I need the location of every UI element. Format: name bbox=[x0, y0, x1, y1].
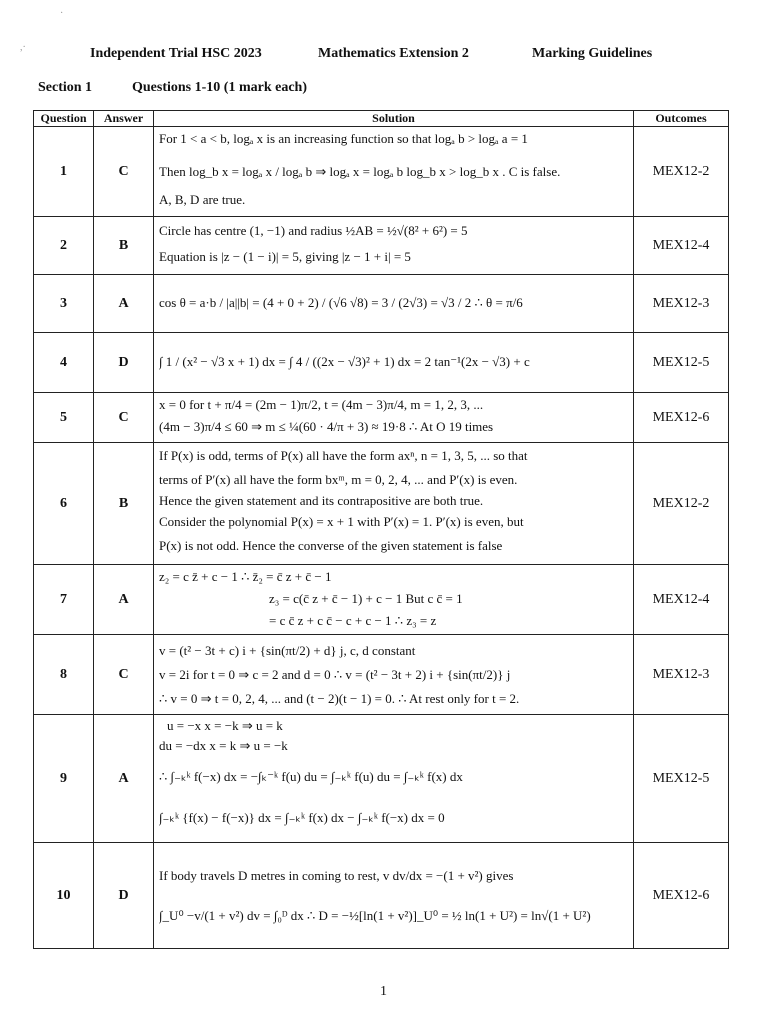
outcome: MEX12-4 bbox=[634, 217, 729, 275]
answer: A bbox=[94, 565, 154, 635]
outcome: MEX12-6 bbox=[634, 843, 729, 949]
table-row bbox=[34, 275, 729, 333]
solution bbox=[154, 635, 634, 715]
solution-line: Circle has centre (1, −1) and radius ½AB = ½√(8² + 6²) = 5 bbox=[159, 223, 468, 238]
outcome: MEX12-2 bbox=[634, 443, 729, 565]
question-number: 9 bbox=[34, 715, 94, 843]
answer: C bbox=[94, 393, 154, 443]
solution bbox=[154, 715, 634, 843]
column-header: Question bbox=[34, 111, 94, 127]
solution-line: z₂ = c z̄ + c − 1 ∴ z̄₂ = c̄ z + c̄ − 1 bbox=[159, 569, 332, 584]
answer: A bbox=[94, 275, 154, 333]
header-right: Marking Guidelines bbox=[532, 46, 653, 61]
solution-line: (4m − 3)π/4 ≤ 60 ⇒ m ≤ ¼(60 · 4/π + 3) ≈ 19·8 ∴ At O 19 times bbox=[159, 419, 494, 434]
solution bbox=[154, 565, 634, 635]
table-row bbox=[34, 393, 729, 443]
answer: A bbox=[94, 715, 154, 843]
question-number: 4 bbox=[34, 333, 94, 393]
solution-line: = c c̄ z + c c̄ − c + c − 1 ∴ z₃ = z bbox=[269, 613, 437, 628]
solution-line: terms of P′(x) all have the form bxᵐ, m = 0, 2, 4, ... and P′(x) is even. bbox=[159, 472, 518, 487]
solution-line: ∫ 1 / (x² − √3 x + 1) dx = ∫ 4 / ((2x − √3)² + 1) dx = 2 tan⁻¹(2x − √3) + c bbox=[159, 354, 530, 370]
outcome: MEX12-5 bbox=[634, 715, 729, 843]
question-number: 6 bbox=[34, 443, 94, 565]
solution-line: If body travels D metres in coming to rest, v dv/dx = −(1 + v²) gives bbox=[159, 867, 514, 883]
solution bbox=[154, 443, 634, 565]
table-row bbox=[34, 635, 729, 715]
solution-line: Equation is |z − (1 − i)| = 5, giving |z − 1 + i| = 5 bbox=[159, 249, 411, 264]
solution bbox=[154, 333, 634, 393]
solution-line: u = −x x = −k ⇒ u = k bbox=[167, 718, 283, 733]
outcome: MEX12-5 bbox=[634, 333, 729, 393]
answer: B bbox=[94, 217, 154, 275]
column-header: Outcomes bbox=[634, 111, 729, 127]
table-row bbox=[34, 127, 729, 217]
answer: B bbox=[94, 443, 154, 565]
question-number: 8 bbox=[34, 635, 94, 715]
solution-line: If P(x) is odd, terms of P(x) all have the form axⁿ, n = 1, 3, 5, ... so that bbox=[159, 448, 528, 463]
solution-line: v = 2i for t = 0 ⇒ c = 2 and d = 0 ∴ v = (t² − 3t + 2) i + {sin(πt/2)} j bbox=[159, 666, 511, 682]
solution-line: For 1 < a < b, logₐ x is an increasing function so that logₐ b > logₐ a = 1 bbox=[159, 131, 528, 146]
solution bbox=[154, 217, 634, 275]
solution-line: Hence the given statement and its contrapositive are both true. bbox=[159, 493, 484, 508]
outcome: MEX12-3 bbox=[634, 635, 729, 715]
solution-line: ∴ v = 0 ⇒ t = 0, 2, 4, ... and (t − 2)(t − 1) = 0. ∴ At rest only for t = 2. bbox=[159, 690, 520, 706]
question-number: 3 bbox=[34, 275, 94, 333]
solution-line: x = 0 for t + π/4 = (2m − 1)π/2, t = (4m − 3)π/4, m = 1, 2, 3, ... bbox=[159, 397, 484, 412]
column-header: Answer bbox=[94, 111, 154, 127]
solution-line: ∫₋ₖᵏ {f(x) − f(−x)} dx = ∫₋ₖᵏ f(x) dx − ∫₋ₖᵏ f(−x) dx = 0 bbox=[159, 810, 445, 825]
solution-line: du = −dx x = k ⇒ u = −k bbox=[159, 738, 288, 753]
outcome: MEX12-4 bbox=[634, 565, 729, 635]
solution-line: z₃ = c(c̄ z + c̄ − 1) + c − 1 But c c̄ = 1 bbox=[269, 591, 463, 606]
header-center: Mathematics Extension 2 bbox=[318, 46, 469, 61]
solution-line: ∴ ∫₋ₖᵏ f(−x) dx = −∫ₖ⁻ᵏ f(u) du = ∫₋ₖᵏ f(u) du = ∫₋ₖᵏ f(x) dx bbox=[159, 769, 463, 784]
outcome: MEX12-2 bbox=[634, 127, 729, 217]
solution bbox=[154, 127, 634, 217]
table-row bbox=[34, 715, 729, 843]
question-number: 10 bbox=[34, 843, 94, 949]
page-number: 1 bbox=[380, 984, 387, 999]
scan-mark: ,· bbox=[20, 42, 26, 53]
question-number: 7 bbox=[34, 565, 94, 635]
question-number: 1 bbox=[34, 127, 94, 217]
solution bbox=[154, 843, 634, 949]
question-number: 5 bbox=[34, 393, 94, 443]
answer: C bbox=[94, 635, 154, 715]
solution-line: v = (t² − 3t + c) i + {sin(πt/2) + d} j, c, d constant bbox=[159, 642, 416, 658]
answer: C bbox=[94, 127, 154, 217]
section-title: Questions 1-10 (1 mark each) bbox=[132, 80, 307, 95]
outcome: MEX12-6 bbox=[634, 393, 729, 443]
solution-line: P(x) is not odd. Hence the converse of the given statement is false bbox=[159, 538, 503, 553]
table-row bbox=[34, 333, 729, 393]
table-row bbox=[34, 443, 729, 565]
scan-mark: · bbox=[60, 8, 64, 19]
section-label: Section 1 bbox=[38, 80, 93, 95]
solution-line: Consider the polynomial P(x) = x + 1 with P′(x) = 1. P′(x) is even, but bbox=[159, 514, 524, 529]
answer: D bbox=[94, 843, 154, 949]
solution bbox=[154, 393, 634, 443]
outcome: MEX12-3 bbox=[634, 275, 729, 333]
answer: D bbox=[94, 333, 154, 393]
table-row bbox=[34, 565, 729, 635]
solution-line: A, B, D are true. bbox=[159, 192, 246, 207]
solution-line: ∫_U⁰ −v/(1 + v²) dv = ∫₀ᴰ dx ∴ D = −½[ln(1 + v²)]_U⁰ = ½ ln(1 + U²) = ln√(1 + U²) bbox=[159, 907, 591, 923]
table-row bbox=[34, 843, 729, 949]
header-left: Independent Trial HSC 2023 bbox=[90, 46, 262, 61]
solution bbox=[154, 275, 634, 333]
column-header: Solution bbox=[154, 111, 634, 127]
table-row bbox=[34, 217, 729, 275]
question-number: 2 bbox=[34, 217, 94, 275]
table-header-row bbox=[34, 111, 729, 127]
solution-line: Then log_b x = logₐ x / logₐ b ⇒ logₐ x = logₐ b log_b x > log_b x . C is false. bbox=[159, 164, 561, 179]
solution-line: cos θ = a·b / |a||b| = (4 + 0 + 2) / (√6 √8) = 3 / (2√3) = √3 / 2 ∴ θ = π/6 bbox=[159, 295, 523, 311]
marking-table bbox=[33, 110, 729, 949]
